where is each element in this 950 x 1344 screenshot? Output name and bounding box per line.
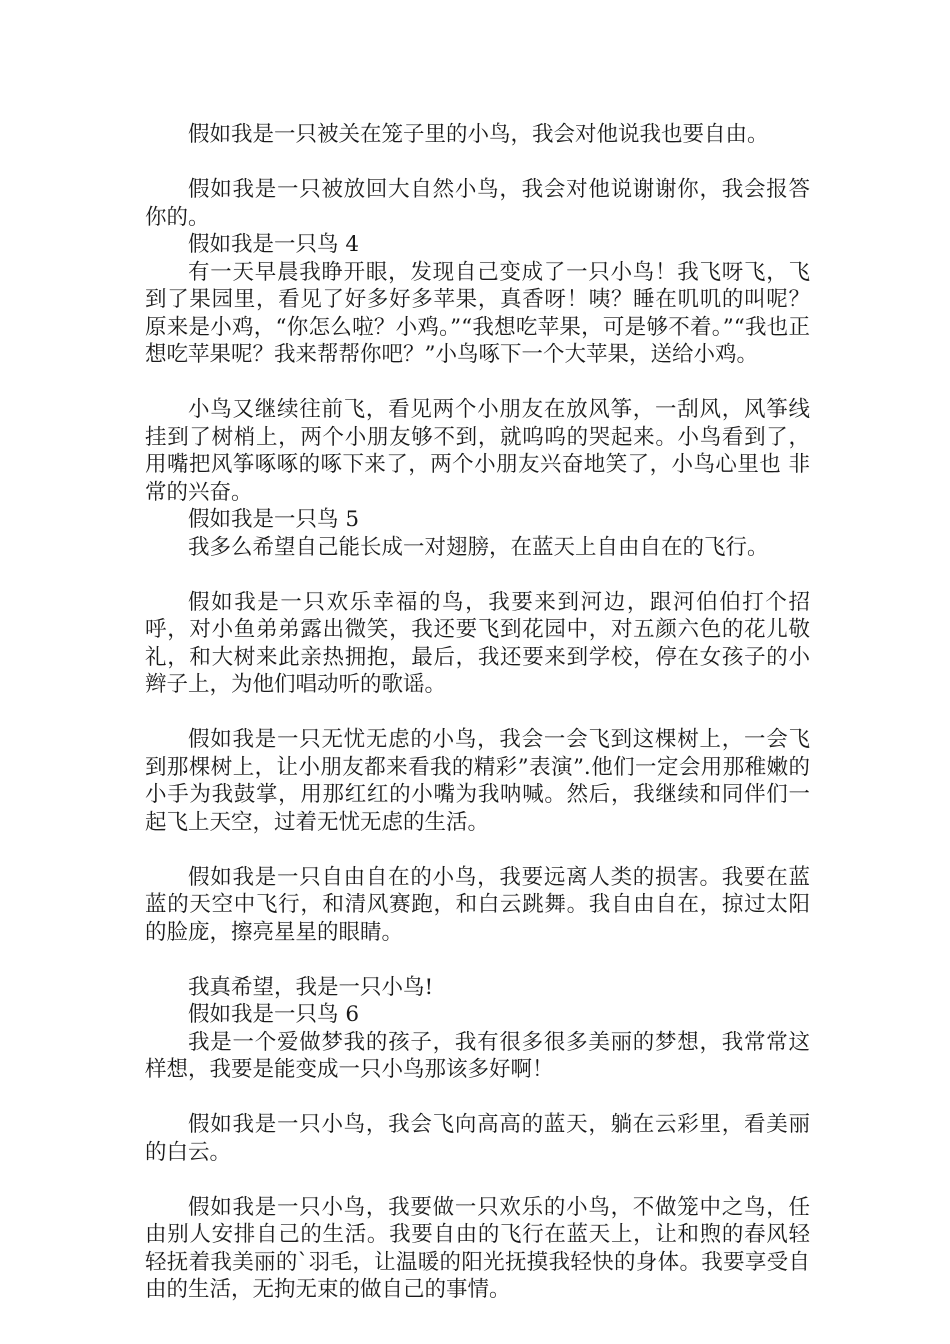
- paragraph-spacer: [145, 1166, 810, 1194]
- paragraph: 假如我是一只小鸟，我要做一只欢乐的小鸟，不做笼中之鸟，任由别人安排自己的生活。我要自由的飞行在蓝天上，让和煦的春风轻轻抚着我美丽的`羽毛，让温暖的阳光抚摸我轻快的身体。我要享受自由的生活，无拘无束的做自己的事情。: [145, 1194, 810, 1302]
- paragraph-spacer: [145, 149, 810, 177]
- paragraph: 假如我是一只被关在笼子里的小鸟，我会对他说我也要自由。: [188, 122, 769, 147]
- paragraph-spacer: [145, 369, 810, 397]
- paragraph: 有一天早晨我睁开眼，发现自己变成了一只小鸟！我飞呀飞，飞到了果园里，看见了好多好多苹果，真香呀！咦？睡在叽叽的叫呢？原来是小鸡，“你怎么啦？小鸡。”“我想吃苹果，可是够不着。”“我也正想吃苹果呢？我来帮帮你吧？”小鸟啄下一个大苹果，送给小鸡。: [145, 259, 810, 367]
- paragraph: 假如我是一只鸟 6: [188, 1002, 360, 1027]
- paragraph-spacer: [145, 946, 810, 974]
- paragraph: 我多么希望自己能长成一对翅膀，在蓝天上自由自在的飞行。: [188, 534, 769, 560]
- document-body: [145, 121, 810, 1304]
- paragraph: 假如我是一只自由自在的小鸟，我要远离人类的损害。我要在蓝蓝的天空中飞行，和清风赛跑，和白云跳舞。我自由自在，掠过太阳的脸庞，擦亮星星的眼睛。: [145, 864, 810, 945]
- paragraph-spacer: [145, 836, 810, 864]
- paragraph: 假如我是一只鸟 5: [188, 507, 360, 532]
- paragraph: 假如我是一只欢乐幸福的鸟，我要来到河边，跟河伯伯打个招呼，对小鱼弟弟露出微笑，我还要飞到花园中，对五颜六色的花儿敬礼，和大树来此亲热拥抱，最后，我还要来到学校，停在女孩子的小辫子上，为他们唱动听的歌谣。: [145, 589, 810, 697]
- paragraph: 假如我是一只鸟 4: [188, 232, 360, 257]
- paragraph-spacer: [145, 561, 810, 589]
- paragraph-spacer: [145, 1084, 810, 1112]
- paragraph: 小鸟又继续往前飞，看见两个小朋友在放风筝，一刮风，风筝线挂到了树梢上，两个小朋友够不到，就呜呜的哭起来。小鸟看到了，用嘴把风筝啄啄的啄下来了，两个小朋友兴奋地笑了，小鸟心里也 非常的兴奋。: [145, 397, 810, 505]
- paragraph: 假如我是一只被放回大自然小鸟，我会对他说谢谢你，我会报答你的。: [145, 177, 810, 230]
- paragraph-spacer: [145, 699, 810, 727]
- paragraph: 假如我是一只无忧无虑的小鸟，我会一会飞到这棵树上，一会飞到那棵树上，让小朋友都来看我的精彩”表演”.他们一定会用那稚嫩的小手为我鼓掌，用那红红的小嘴为我呐喊。然后，我继续和同伴们一起飞上天空，过着无忧无虑的生活。: [145, 727, 810, 835]
- paragraph: 我是一个爱做梦我的孩子，我有很多很多美丽的梦想，我常常这样想，我要是能变成一只小鸟那该多好啊！: [145, 1029, 810, 1082]
- paragraph: 假如我是一只小鸟，我会飞向高高的蓝天，躺在云彩里，看美丽的白云。: [145, 1112, 810, 1165]
- paragraph: 我真希望，我是一只小鸟!: [188, 974, 434, 1000]
